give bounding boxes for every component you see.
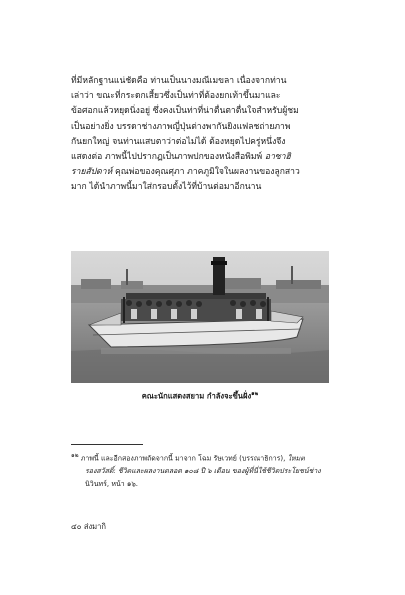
footnote-divider bbox=[71, 444, 143, 445]
body-line: ที่มีหลักฐานแน่ชัดคือ ท่านเป็นนางมณีเมขลา เนื่องจากท่าน bbox=[71, 76, 287, 86]
caption-text: คณะนักแสดงสยาม กำลังจะขึ้นฝั่ง bbox=[141, 391, 252, 401]
newspaper-title-cont: รายสัปดาห์ bbox=[71, 167, 113, 178]
newspaper-title: อาซาฮิ bbox=[264, 152, 291, 163]
body-paragraph bbox=[71, 74, 331, 196]
body-line: เล่าว่า ขณะที่กระดกเสี้ยวซึ่งเป็นท่าที่ต้องยกเท้าขึ้นมาและ bbox=[71, 91, 281, 102]
footnote-source-title-cont: รองสวัสดิ์: ชีวิตและผลงานตลอด ๑๐๘ ปี ๖ เดือน ของผู้ที่นี่ใช้ชีวิตประโยชน์ช่าง bbox=[85, 467, 321, 476]
boat-photo-image bbox=[71, 251, 329, 383]
body-line: ข้อศอกแล้วหยุดนิ่งอยู่ ซึ่งคงเป็นท่าที่น่าตื่นตาตื่นใจสำหรับผู้ชม bbox=[71, 106, 299, 117]
footnote bbox=[71, 450, 333, 491]
caption-note-mark: ๑๒ bbox=[251, 391, 259, 397]
footnote-line bbox=[71, 465, 333, 478]
footnote-line: นิวินทร์, หน้า ๑๖. bbox=[85, 479, 138, 488]
body-line: เป็นอย่างยิ่ง บรรดาช่างภาพญี่ปุ่นต่างพากันยิงแฟลชถ่ายภาพ bbox=[71, 121, 291, 132]
page-number: ๔๐ bbox=[71, 522, 82, 531]
body-text-segment: คุณพ่อของคุณศุภา ภาคภูมิใจในผลงานของลูกสาว bbox=[112, 167, 300, 178]
body-line: กันยกใหญ่ จนท่านแสบตาว่าต่อไม่ได้ ต้องหยุดไปครู่หนึ่งจึง bbox=[71, 136, 286, 147]
footnote-line bbox=[71, 450, 333, 465]
running-section-title: ส่งมากิ bbox=[83, 522, 107, 531]
page-folio bbox=[71, 521, 106, 533]
body-line bbox=[71, 165, 331, 180]
body-text-segment: แสดงต่อ ภาพนี้ไปปรากฏเป็นภาพปกของหนังสือพิมพ์ bbox=[71, 152, 265, 163]
photo-caption bbox=[71, 390, 329, 403]
body-line: มาก ได้นำภาพนี้มาใส่กรอบตั้งไว้ที่บ้านต่อมาอีกนาน bbox=[71, 182, 262, 193]
footnote-mark: ๑๒ bbox=[71, 453, 79, 459]
footnote-text: ภาพนี้ และอีกสองภาพถัดจากนี้ มาจาก โฉม รัษเวทย์ (บรรณาธิการ), bbox=[78, 454, 288, 463]
footnote-source-title: ใหมต bbox=[287, 454, 305, 463]
boat-photograph bbox=[71, 251, 329, 383]
body-line bbox=[71, 150, 331, 165]
